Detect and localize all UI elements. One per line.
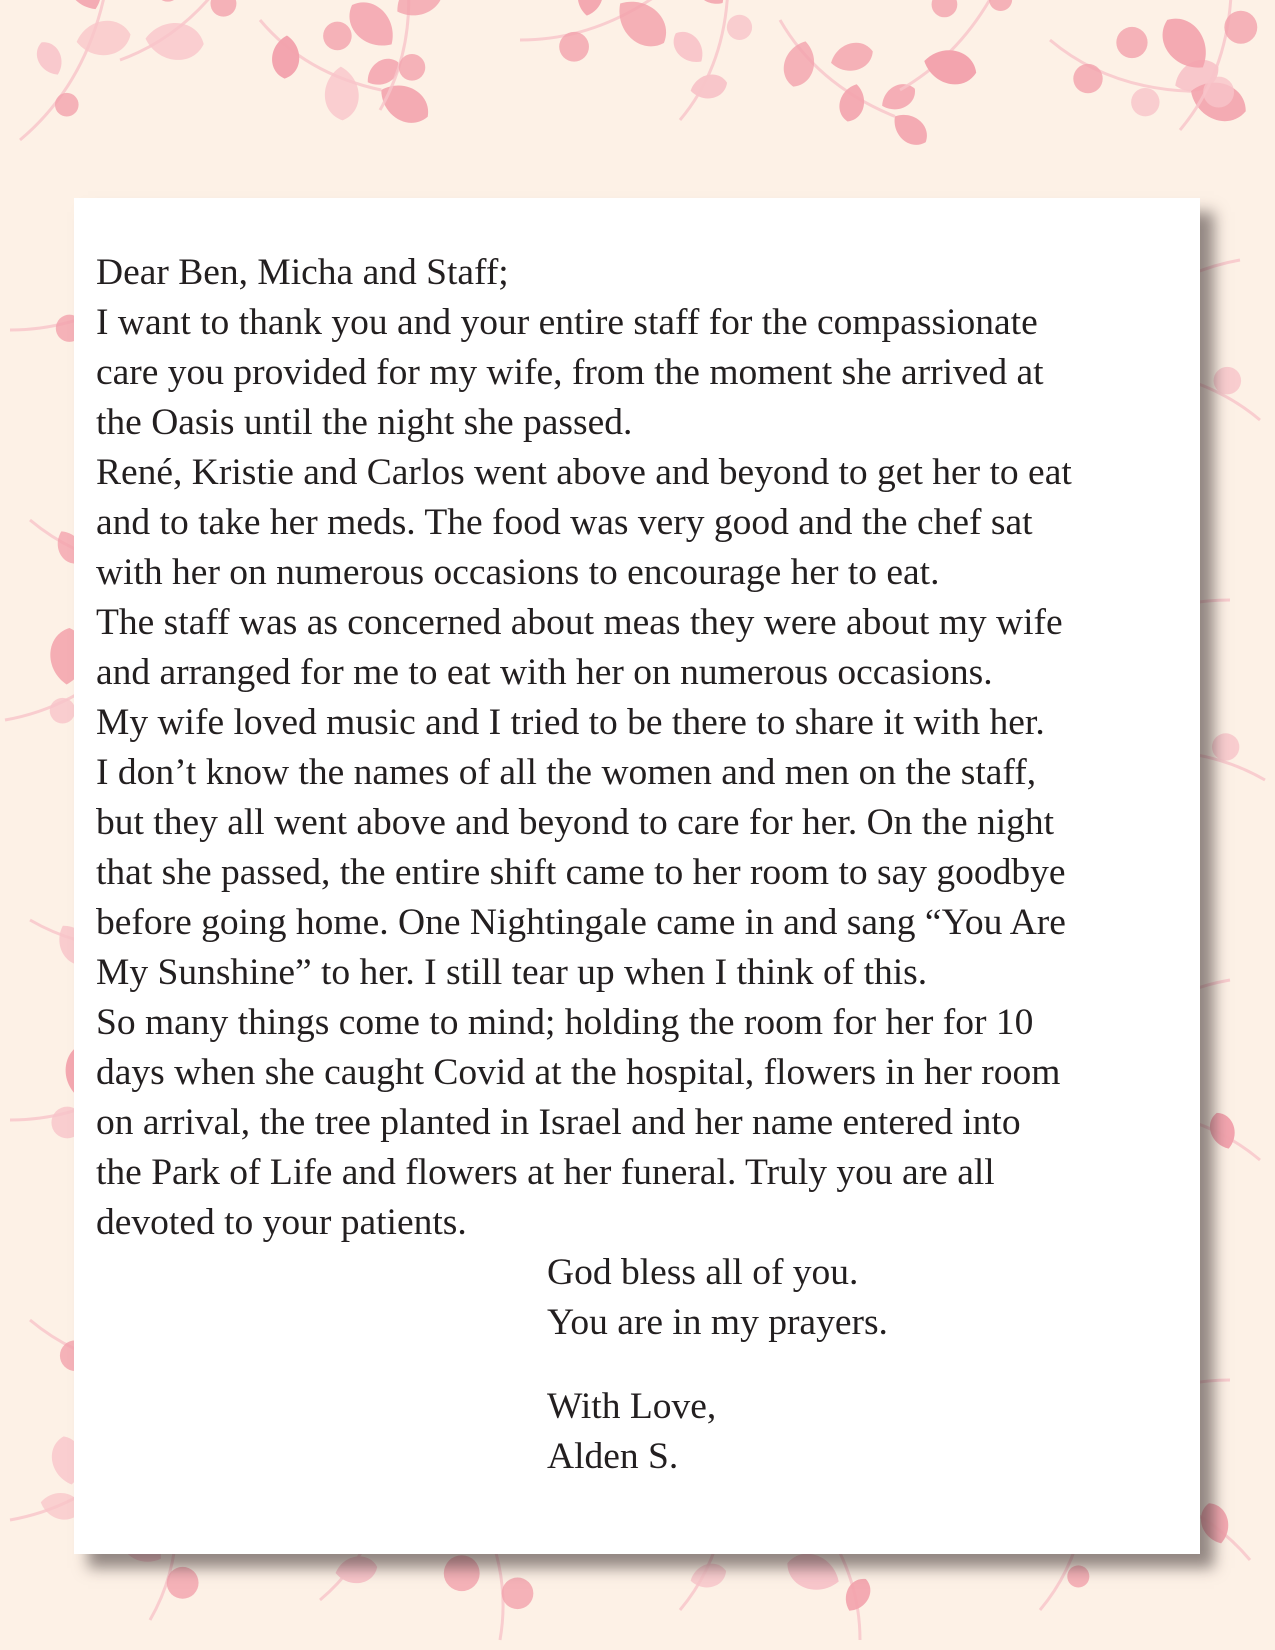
paragraph-line: on arrival, the tree planted in Israel and her name entered into (96, 1102, 1021, 1143)
berry-shape (1214, 367, 1242, 395)
leaf-shape (388, 0, 451, 26)
paragraph-5 (96, 748, 1196, 998)
berry-shape (399, 54, 426, 81)
paragraph-line: care you provided for my wife, from the moment she arrived at (96, 352, 1044, 393)
berry-shape (727, 15, 752, 40)
paragraph-2 (96, 448, 1196, 598)
paragraph-line: and to take her meds. The food was very good and the chef sat (96, 502, 1033, 543)
berry-shape (1131, 88, 1159, 116)
leaf-shape (887, 107, 934, 152)
leaf-shape (31, 37, 67, 79)
paragraph-3 (96, 598, 1196, 698)
leaf-shape (271, 35, 301, 80)
berry-shape (155, 0, 180, 2)
closing-prayers: You are in my prayers. (547, 1302, 888, 1343)
leaf-shape (688, 71, 729, 102)
paragraph-line: that she passed, the entire shift came to her room to say goodbye (96, 852, 1066, 893)
paragraph-line: but they all went above and beyond to care for her. On the night (96, 802, 1055, 843)
paragraph-line: My Sunshine” to her. I still tear up when I think of this. (96, 952, 928, 993)
paragraph-line: the Park of Life and flowers at her funeral. Truly you are all (96, 1152, 995, 1193)
leaf-shape (827, 38, 876, 76)
berry-shape (989, 0, 1012, 11)
berry-shape (50, 698, 76, 724)
closing-signature: Alden S. (547, 1436, 679, 1477)
berry-shape (559, 32, 589, 62)
leaf-shape (782, 1547, 845, 1598)
berry-shape (55, 93, 79, 117)
paragraph-line: So many things come to mind; holding the room for her for 10 (96, 1002, 1034, 1043)
paragraph-line: with her on numerous occasions to encourage her to eat. (96, 552, 940, 593)
berry-shape (210, 0, 236, 17)
letter-closing (547, 1248, 888, 1482)
paragraph-line: the Oasis until the night she passed. (96, 402, 633, 443)
leaf-shape (608, 0, 677, 57)
closing-signoff: With Love, (547, 1386, 717, 1427)
berry-shape (1073, 64, 1102, 93)
berry-shape (444, 1555, 480, 1591)
paragraph-line: before going home. One Nightingale came in and sang “You Are (96, 902, 1066, 943)
closing-spacer (547, 1348, 888, 1382)
paragraph-line: The staff was as concerned about meas they were about my wife (96, 602, 1063, 643)
berry-shape (1203, 77, 1234, 108)
leaf-shape (689, 0, 731, 11)
berry-shape (1067, 1565, 1089, 1587)
paragraph-line: René, Kristie and Carlos went above and beyond to get her to eat (96, 452, 1072, 493)
paragraph-line: I don’t know the names of all the women and men on the staff, (96, 752, 1037, 793)
leaf-shape (688, 1560, 730, 1592)
berry-shape (323, 22, 352, 51)
leaf-shape (921, 45, 980, 89)
berry-shape (167, 1567, 199, 1599)
leaf-shape (1205, 1109, 1239, 1152)
leaf-shape (1196, 1499, 1234, 1547)
salutation: Dear Ben, Micha and Staff; (96, 252, 509, 293)
paragraph-line: and arranged for me to eat with her on numerous occasions. (96, 652, 993, 693)
leaf-shape (575, 0, 606, 18)
paragraph-4 (96, 698, 1196, 748)
paragraph-6 (96, 998, 1196, 1248)
paragraph-line: days when she caught Covid at the hospital, flowers in her room (96, 1052, 1061, 1093)
paragraph-line: My wife loved music and I tried to be there to share it with her. (96, 702, 1045, 743)
letter-body (96, 248, 1196, 1248)
branch-stem (20, 0, 105, 140)
berry-shape (1212, 733, 1239, 760)
paragraph-line: I want to thank you and your entire staff for the compassionate (96, 302, 1038, 343)
paragraph-line: devoted to your patients. (96, 1202, 467, 1243)
berry-shape (1116, 27, 1147, 58)
berry-shape (932, 0, 958, 17)
leaf-shape (667, 25, 710, 69)
leaf-shape (779, 38, 820, 91)
berry-shape (502, 1578, 534, 1610)
letter-paper (74, 198, 1200, 1554)
leaf-shape (144, 20, 206, 62)
paragraph-1 (96, 298, 1196, 448)
leaf-shape (74, 18, 132, 59)
closing-blessing: God bless all of you. (547, 1252, 859, 1293)
berry-shape (1224, 11, 1257, 44)
